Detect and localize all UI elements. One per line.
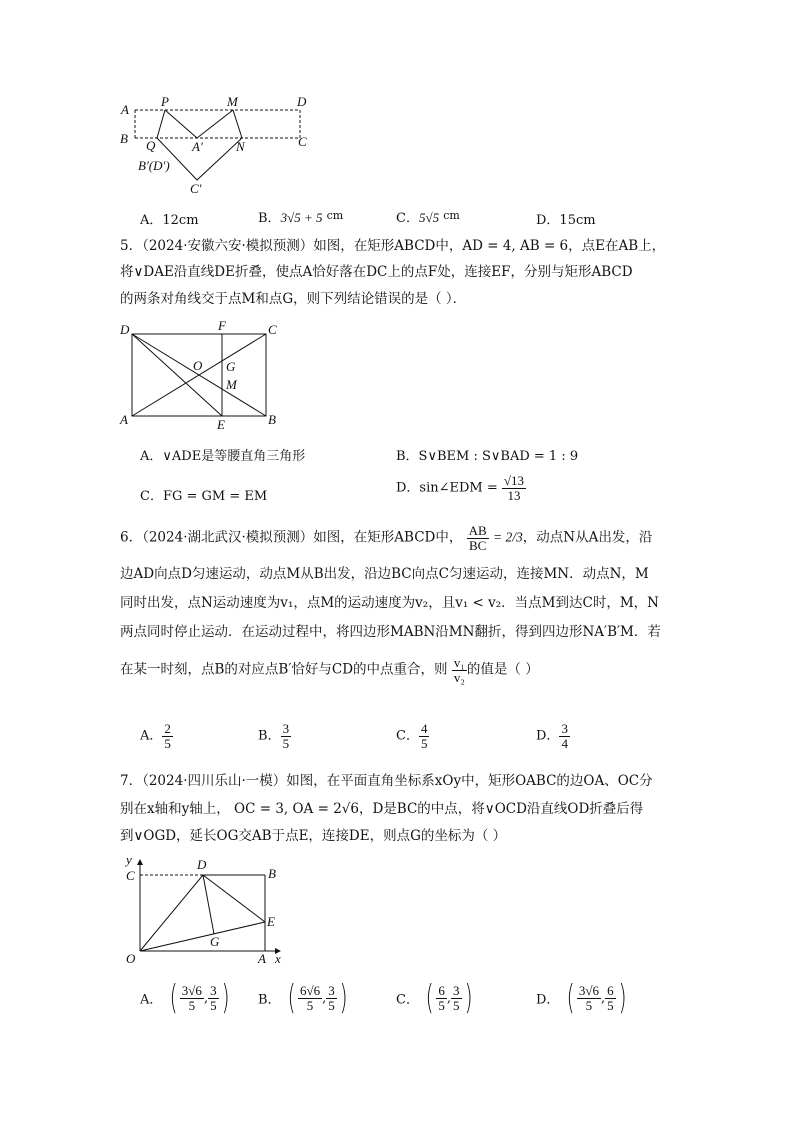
q7-option-c-x-den: 5 xyxy=(438,997,445,1013)
q6-line-5-b: 的值是（ ） xyxy=(466,661,539,678)
q6-option-b xyxy=(258,722,291,750)
q6-v-den: v₂ xyxy=(453,669,465,685)
q4-label-P: P xyxy=(161,94,169,109)
q5-line-3: 的两条对角线交于点M和点G，则下列结论错误的是（ ）． xyxy=(120,291,467,307)
q7-option-d xyxy=(536,978,629,1018)
q5-option-d-prefix: D．sin∠EDM = xyxy=(396,480,498,496)
q7-option-d-y-den: 5 xyxy=(607,997,614,1013)
q7-label-A: A xyxy=(258,951,266,966)
q6-line-1-b: ，动点N从A出发，沿 xyxy=(522,529,653,546)
q7-option-b-y-den: 5 xyxy=(328,997,335,1013)
q6-option-c-frac xyxy=(419,722,430,750)
q4-figure xyxy=(110,92,330,202)
q6-ratio-den: BC xyxy=(469,537,487,553)
q5-label-M: M xyxy=(226,377,237,392)
q5-option-d-fraction xyxy=(502,474,526,502)
q6-option-c xyxy=(396,722,429,750)
q5-label-E: E xyxy=(217,417,225,430)
q6-option-c-prefix: C． xyxy=(396,728,419,744)
q7-label-B: B xyxy=(268,866,276,881)
q6-option-b-den: 5 xyxy=(282,735,290,751)
q7-option-c-y-num: 3 xyxy=(453,982,460,998)
q5-option-d xyxy=(396,474,526,502)
q6-line-3: 同时出发，点N运动速度为v₁，点M的运动速度为v₂，且v₁ < v₂．当点M到达C时，M，N xyxy=(120,595,659,611)
q7-option-d-y-num: 6 xyxy=(607,982,614,998)
q6-option-d-frac xyxy=(559,722,570,750)
q4-label-A: A xyxy=(121,102,129,117)
q4-label-D: D xyxy=(297,94,307,109)
q6-ratio-num: AB xyxy=(468,523,487,538)
q4-label-A2: A′ xyxy=(192,139,203,154)
q7-line-1: 7．（2024·四川乐山·一模）如图，在平面直角坐标系xOy中，矩形OABC的边OA、OC分 xyxy=(120,773,653,789)
q7-option-c-x-num: 6 xyxy=(438,982,445,998)
q6-v-ratio xyxy=(452,656,467,684)
q4-option-c-prefix: C． xyxy=(396,211,419,226)
q4-label-C: C xyxy=(298,134,307,149)
q4-option-c xyxy=(396,207,460,226)
q6-option-d xyxy=(536,722,570,750)
q7-option-c-coord: ( $\frac{6}{5}$ , $\frac{3}{5}$ ) xyxy=(425,978,473,1018)
q5-option-d-num: √13 xyxy=(503,473,525,488)
q7-option-a xyxy=(140,978,232,1018)
q4-option-b-prefix: B． xyxy=(258,211,281,226)
q7-label-G: G xyxy=(210,934,220,949)
q6-line-1 xyxy=(120,524,652,552)
q7-label-E: E xyxy=(267,914,275,929)
q6-line-5 xyxy=(120,656,539,684)
q6-option-b-frac xyxy=(281,722,292,750)
q4-label-Q: Q xyxy=(146,138,156,153)
q4-label-B: B xyxy=(120,131,128,146)
q4-option-a: A．12cm xyxy=(140,213,199,228)
q6-option-a-den: 5 xyxy=(164,735,171,751)
q5-label-C: C xyxy=(268,322,277,337)
q4-option-b xyxy=(258,207,343,226)
q7-option-a-y-num: 3 xyxy=(210,982,217,998)
q5-option-c: C．FG = GM = EM xyxy=(140,489,268,504)
q7-option-a-coord: ( $\frac{3√6}{5}$ , $\frac{3}{5}$ ) xyxy=(169,978,230,1018)
q6-option-d-den: 4 xyxy=(561,735,568,751)
q5-figure-lines xyxy=(132,334,266,416)
q6-option-a-frac xyxy=(162,722,173,750)
q5-label-A: A xyxy=(120,412,128,427)
q7-option-d-prefix: D． xyxy=(536,992,560,1008)
q7-figure xyxy=(118,850,294,968)
q5-label-D: D xyxy=(120,322,130,337)
q7-label-D: D xyxy=(197,857,207,872)
q6-v-num: v₁ xyxy=(453,655,465,670)
q6-ratio-fraction xyxy=(467,524,489,552)
q5-line-2: 将∨DAE沿直线DE折叠，使点A恰好落在DC上的点F处，连接EF，分别与矩形ABCD xyxy=(120,264,633,280)
q7-line-3: 到∨OGD，延长OG交AB于点E，连接DE，则点G的坐标为（ ） xyxy=(120,828,507,844)
q4-option-d: D．15cm xyxy=(536,213,596,228)
q5-option-b: B．S∨BEM : S∨BAD = 1 : 9 xyxy=(396,449,579,464)
q6-option-a xyxy=(140,722,173,750)
q7-option-d-x-den: 5 xyxy=(585,997,593,1013)
q7-option-a-x-num: 3√6 xyxy=(181,982,202,998)
q6-option-c-num: 4 xyxy=(420,721,428,736)
q7-option-a-prefix: A． xyxy=(140,992,163,1008)
q7-option-b xyxy=(258,978,350,1018)
q7-option-c-prefix: C． xyxy=(396,992,419,1008)
q6-line-2: 边AD向点D匀速运动，动点M从B出发，沿边BC向点C匀速运动，连接MN．动点N，M xyxy=(120,566,649,582)
q5-label-G: G xyxy=(226,359,236,374)
q4-option-c-unit: cm xyxy=(443,209,460,222)
q7-line-2: 别在x轴和y轴上， OC = 3, OA = 2√6，D是BC的中点，将∨OCD沿直线OD折叠后得 xyxy=(120,801,644,817)
q4-label-M: M xyxy=(227,94,238,109)
q4-label-N: N xyxy=(236,139,245,154)
q7-option-b-coord: ( $\frac{6√6}{5}$ , $\frac{3}{5}$ ) xyxy=(287,978,348,1018)
q7-label-O: O xyxy=(126,951,136,966)
q4-label-C2: C′ xyxy=(190,181,202,196)
q5-option-d-den: 13 xyxy=(507,487,521,503)
q6-option-d-num: 3 xyxy=(561,721,568,736)
q6-option-b-num: 3 xyxy=(282,721,290,736)
q6-option-c-den: 5 xyxy=(420,735,428,751)
q4-option-b-unit: cm xyxy=(326,209,344,222)
q6-line-4: 两点同时停止运动．在运动过程中，将四边形MABN沿MN翻折，得到四边形NA′B′M．若 xyxy=(120,624,661,640)
q5-label-O: O xyxy=(193,358,203,373)
q6-option-d-prefix: D． xyxy=(536,728,560,744)
q4-option-b-value: 3√5 + 5 xyxy=(280,210,323,225)
q7-option-a-y-den: 5 xyxy=(210,997,217,1013)
q7-option-a-x-den: 5 xyxy=(188,997,196,1013)
q5-option-a: A．∨ADE是等腰直角三角形 xyxy=(140,449,306,464)
q6-option-a-num: 2 xyxy=(164,721,171,736)
q7-option-d-x-num: 3√6 xyxy=(578,982,599,998)
q5-label-F: F xyxy=(218,318,226,333)
q6-line-1-a: 6．（2024·湖北武汉·模拟预测）如图，在矩形ABCD中， xyxy=(120,529,463,546)
q7-option-c-y-den: 5 xyxy=(453,997,460,1013)
q7-option-b-x-num: 6√6 xyxy=(299,982,321,998)
q6-option-b-prefix: B． xyxy=(258,728,281,744)
q6-option-a-prefix: A． xyxy=(140,728,163,744)
q7-option-d-coord: ( $\frac{3√6}{5}$ , $\frac{6}{5}$ ) xyxy=(566,978,627,1018)
q6-line-5-a: 在某一时刻，点B的对应点B′恰好与CD的中点重合，则 xyxy=(120,661,448,678)
q4-option-c-value: 5√5 xyxy=(418,210,440,225)
q5-line-1: 5．（2024·安徽六安·模拟预测）如图，在矩形ABCD中，AD = 4, AB = 6，点E在AB上， xyxy=(120,238,666,254)
q7-option-c xyxy=(396,978,475,1018)
q5-label-B: B xyxy=(268,412,276,427)
q7-option-b-prefix: B． xyxy=(258,992,281,1008)
q7-label-x: x xyxy=(275,951,281,966)
q7-option-b-y-num: 3 xyxy=(328,982,335,998)
q6-ratio-value: = 2/3 xyxy=(493,529,523,545)
q7-label-C: C xyxy=(126,868,135,883)
q7-label-y: y xyxy=(126,852,132,867)
q4-label-BD: B′(D′) xyxy=(138,158,170,173)
q5-figure xyxy=(118,318,288,430)
q7-option-b-x-den: 5 xyxy=(306,997,314,1013)
